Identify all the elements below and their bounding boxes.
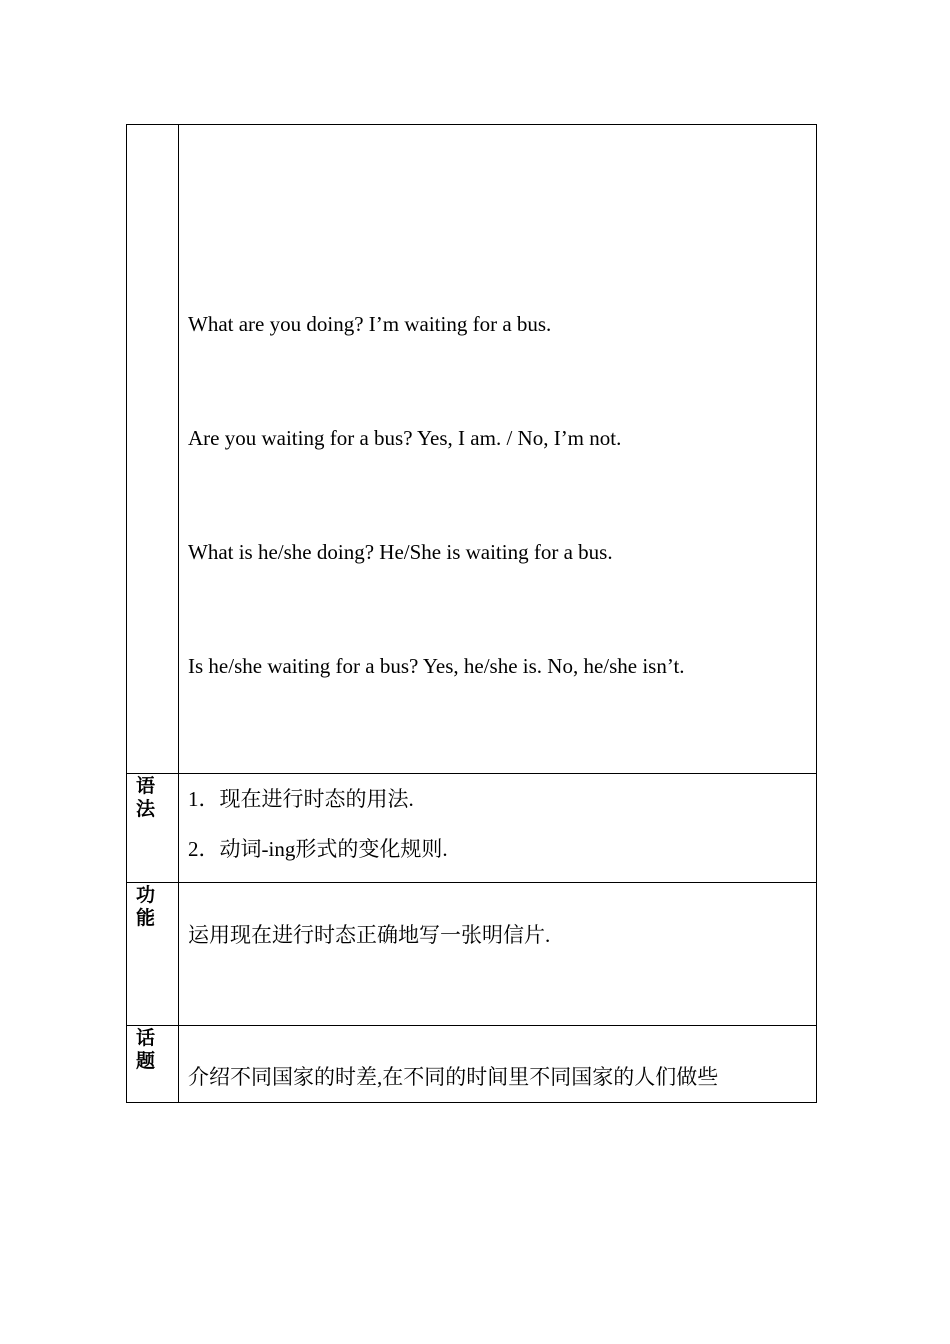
grammar-item: 1．现在进行时态的用法.	[188, 787, 414, 811]
function-text: 运用现在进行时态正确地写一张明信片.	[188, 923, 551, 947]
sentence-item: Are you waiting for a bus? Yes, I am. / No, I’m not.	[188, 426, 622, 450]
function-label-cell	[127, 883, 179, 1026]
grammar-label: 语法	[136, 775, 156, 820]
function-cell	[179, 883, 817, 1026]
sentence-item: What is he/she doing? He/She is waiting for a bus.	[188, 540, 613, 564]
topic-label: 话题	[136, 1027, 156, 1072]
sentences-label-cell	[127, 125, 179, 774]
sentences-row	[127, 125, 817, 774]
sentence-item: What are you doing? I’m waiting for a bus.	[188, 312, 552, 336]
topic-row	[127, 1026, 817, 1103]
lesson-table	[126, 124, 817, 1103]
topic-label-cell	[127, 1026, 179, 1103]
sentence-item: Is he/she waiting for a bus? Yes, he/she is. No, he/she isn’t.	[188, 654, 685, 678]
sentence-list	[179, 125, 816, 763]
grammar-row	[127, 774, 817, 883]
grammar-item: 2．动词-ing形式的变化规则.	[188, 837, 448, 861]
sentences-cell	[179, 125, 817, 774]
function-row	[127, 883, 817, 1026]
function-label: 功能	[136, 884, 156, 929]
grammar-list	[179, 774, 816, 882]
topic-text: 介绍不同国家的时差,在不同的时间里不同国家的人们做些	[188, 1065, 719, 1089]
grammar-cell	[179, 774, 817, 883]
topic-cell	[179, 1026, 817, 1103]
grammar-label-cell	[127, 774, 179, 883]
